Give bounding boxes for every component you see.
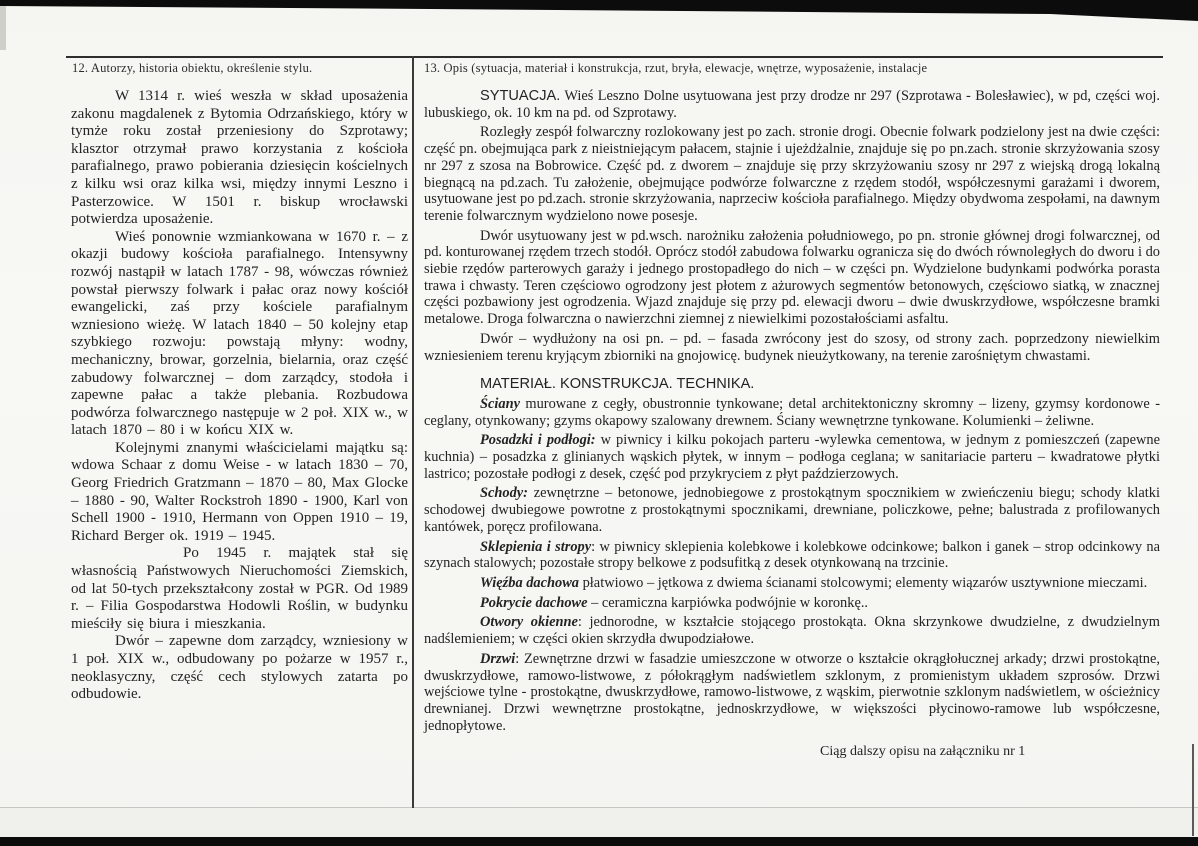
left-page-edge xyxy=(0,6,6,50)
situation-paragraph-3: Dwór – wydłużony na osi pn. – pd. – fasada zwrócony jest do szosy, od strony zach. poprzedzony niewielkim wzniesieniem terenu kryjącym zbiorniki na gnojowicę. budynek nieużytkowany, na terenie zarośniętym chwastami. xyxy=(424,330,1160,364)
continuation-note: Ciąg dalszy opisu na załączniku nr 1 xyxy=(820,744,1026,760)
material-item-windows-text: : jednorodne, w kształcie stojącego prostokąta. Okna skrzynkowe dwudzielne, z dwudzielnym nadślemieniem; w części okien skrzydła dwupodziałowe. xyxy=(424,614,1160,648)
material-heading: MATERIAŁ. KONSTRUKCJA. TECHNIKA. xyxy=(480,376,755,393)
situation-intro xyxy=(424,88,1160,121)
situation-paragraph-2: Dwór usytuowany jest w pd.wsch. narożniku założenia południowego, po pn. stronie głównej drogi folwarcznej, od pd. konturowanej rzędem trzech stodół. Oprócz stodół zabudowa folwarku ogranicza się do dwóch równoległych do dworu i do siebie rzędów parterowych garaży i jednego prostopadłego do nich – w części pn. Wydzielone budynkami podwórka porasta trawa i chwasty. Teren częściowo ogrodzony jest płotem z ażurowych segmentów betonowych, częściowo siatką, w znacznej części pozbawiony jest ogrodzenia. Wjazd znajduje się przy pd. elewacji dworu – dwie dwuskrzydłowe, współczesne bramki metalowe. Droga folwarczna o nawierzchni ziemnej z niewielkimi pozostałościami asfaltu. xyxy=(424,227,1160,328)
top-scan-edge xyxy=(0,0,1198,24)
material-item-floors xyxy=(424,432,1160,482)
material-item-stairs-lead: Schody: xyxy=(480,485,528,502)
material-item-vaults xyxy=(424,539,1160,572)
history-paragraph-4: Po 1945 r. majątek stał się własnością Państwowych Nieruchomości Ziemskich, od lat 50-tych przekształcony został w PGR. Od 1989 r. – Filia Gospodarstwa Hodowli Roślin, w budynku mieściły się biura i mieszkania. xyxy=(71,545,408,632)
material-item-stairs-text: zewnętrzne – betonowe, jednobiegowe z prostokątnym spocznikiem w zwieńczeniu biegu; schody klatki schodowej dwubiegowe powrotne z prostokątnymi spocznikami, drewniane, policzkowe, pełne; balustrada z profilowanych kantówek, poręcz profilowana. xyxy=(424,485,1160,535)
material-item-roof-truss-text: płatwiowo – jętkowa z dwiema ścianami stolcowymi; elementy wiązarów usztywnione mieczami. xyxy=(579,574,1148,591)
section-13-header: 13. Opis (sytuacja, materiał i konstrukcja, rzut, bryła, elewacje, wnętrze, wyposażenie, instalacje xyxy=(424,61,928,75)
material-item-doors-text: : Zewnętrzne drzwi w fasadzie umieszczone w otworze o kształcie okrągłołucznej arkady; drzwi prostokątne, dwuskrzydłowe, ramowo-listwowe, z półokrągłym nadświetlem szklonym, z promienistym układem szprosów. Drzwi wejściowe tylne - prostokątne, dwuskrzydłowe, ramowo-listwowe, z wąskim, pierwotnie szklonym nadświetlem, w ościeżnicy drewnianej. Drzwi wewnętrzne prostokątne, jednoskrzydłowe, w większości płycinowo-ramowe lub współczesne, jednopłytowe. xyxy=(424,650,1160,734)
material-item-roofing-text: – ceramiczna karpiówka podwójnie w koronkę.. xyxy=(587,594,869,611)
material-item-windows-lead: Otwory okienne xyxy=(480,614,578,631)
material-item-vaults-text: : w piwnicy sklepienia kolebkowe i kolebkowe odcinkowe; balkon i ganek – strop odcinkowy na szynach stalowych; pozostałe stropy belkowe z podsufitką z desek otynkowaną na trzcinie. xyxy=(424,538,1160,572)
material-item-doors-lead: Drzwi xyxy=(480,650,516,667)
bottom-scan-edge xyxy=(0,837,1198,846)
situation-intro-text: Wieś Leszno Dolne usytuowana jest przy drodze nr 297 (Szprotawa - Bolesławiec), w pd, części woj. lubuskiego, ok. 10 km na pd. od Szprotawy. xyxy=(424,88,1160,121)
material-item-doors xyxy=(424,651,1160,735)
material-item-walls xyxy=(424,396,1160,429)
material-item-roofing-lead: Pokrycie dachowe xyxy=(480,594,588,611)
material-item-stairs xyxy=(424,485,1160,535)
right-page-edge xyxy=(1192,744,1194,836)
history-paragraph-5: Dwór – zapewne dom zarządcy, wzniesiony w 1 poł. XIX w., odbudowany po pożarze w 1957 r., neoklasyczny, część cech stylowych zatarta po odbudowie. xyxy=(71,633,408,703)
header-rule xyxy=(66,56,1163,58)
history-paragraph-1: W 1314 r. wieś weszła w skład uposażenia zakonu magdalenek z Bytomia Odrzańskiego, który w tymże roku został przeniesiony do Szprotawy; klasztor otrzymał prawo korzystania z kościoła parafialnego, prawo pobierania dziesięcin kościelnych z kilku wsi oraz kilka wsi, między innymi Leszno i Pasterzowice. W 1501 r. biskup wrocławski potwierdza uposażenie. xyxy=(71,88,408,228)
material-item-vaults-lead: Sklepienia i stropy xyxy=(480,538,592,555)
section-12-header: 12. Autorzy, historia obiektu, określenie stylu. xyxy=(72,61,313,75)
history-column xyxy=(71,88,408,704)
material-item-roof-truss xyxy=(424,575,1160,592)
description-column xyxy=(424,88,1160,764)
situation-lead: SYTUACJA. xyxy=(480,88,561,104)
material-item-windows xyxy=(424,614,1160,647)
material-item-walls-text: murowane z cegły, obustronnie tynkowane; detal architektoniczny skromny – lizeny, gzymsy kordonowe - ceglany, otynkowany; gzyms okapowy szalowany drewnem. Ściany wewnętrzne tynkowane. Kolumienki – żeliwne. xyxy=(424,395,1160,429)
material-item-roof-truss-lead: Więźba dachowa xyxy=(480,574,580,591)
material-item-roofing xyxy=(424,595,1160,612)
material-item-walls-lead: Ściany xyxy=(480,395,520,412)
history-paragraph-2: Wieś ponownie wzmiankowana w 1670 r. – z okazji budowy kościoła parafialnego. Intensywny rozwój nastąpił w latach 1787 - 98, wówczas również powstał pierwszy folwark i pałac oraz nowy kościół ewangelicki, zaś przy kościele parafialnym wzniesiono wieżę. W latach 1840 – 50 kolejny etap szybkiego rozwoju: powstają młyny: wodny, mechaniczny, browar, gorzelnia, bielarnia, oraz część zabudowy folwarcznej – dom zarządcy, stodoła i zapewne pałac a także plebania. Rozbudowa podwórza folwarcznego następuje w 2 poł. XIX w., w latach 1870 – 80 i w końcu XIX w. xyxy=(71,228,408,439)
material-item-floors-lead: Posadzki i podłogi: xyxy=(480,432,596,449)
material-item-floors-text: w piwnicy i kilku pokojach parteru -wylewka cementowa, w jednym z pomieszczeń (zapewne kuchnia) – posadzka z glinianych wąskich płytek, w innym – podłoga ceglana; w sanitariacie parteru – kwadratowe płytki lastrico; pozostałe podłogi z desek, część pod przykryciem z płyt paździerzowych. xyxy=(424,432,1160,482)
situation-paragraph-1: Rozległy zespół folwarczny rozlokowany jest po zach. stronie drogi. Obecnie folwark podzielony jest na dwie części: część pn. obejmująca park z nieistniejącym pałacem, stajnie i ujeżdżalnie, znajduje się po pn.zach. stronie skrzyżowania szosy nr 297 z szosa na Bobrowice. Część pd. z dworem – znajduje się przy skrzyżowaniu szosy nr 297 z wiejską drogą lokalną biegnącą na pd.zach. Tu założenie, obejmujące podwórze folwarczne z rzędem stodół, współczesnymi garażami i dworem, usytuowane jest po pd.zach. stronie skrzyżowania, naprzeciw kościoła parafialnego. Między obydwoma zespołami, na dawnym terenie folwarcznym wydzielono nowe posesje. xyxy=(424,124,1160,224)
column-divider xyxy=(412,56,414,808)
history-paragraph-3: Kolejnymi znanymi właścicielami majątku są: wdowa Schaar z domu Weise - w latach 1830 – 70, Georg Friedrich Gratzmann – 1870 – 80, Max Glocke – 1880 - 90, Walter Rockstroh 1890 - 1900, Karl von Schell 1900 - 1910, Hermann von Oppen 1910 – 19, Richard Berger ok. 1919 – 1945. xyxy=(71,439,408,544)
bottom-page-margin xyxy=(0,808,1198,838)
